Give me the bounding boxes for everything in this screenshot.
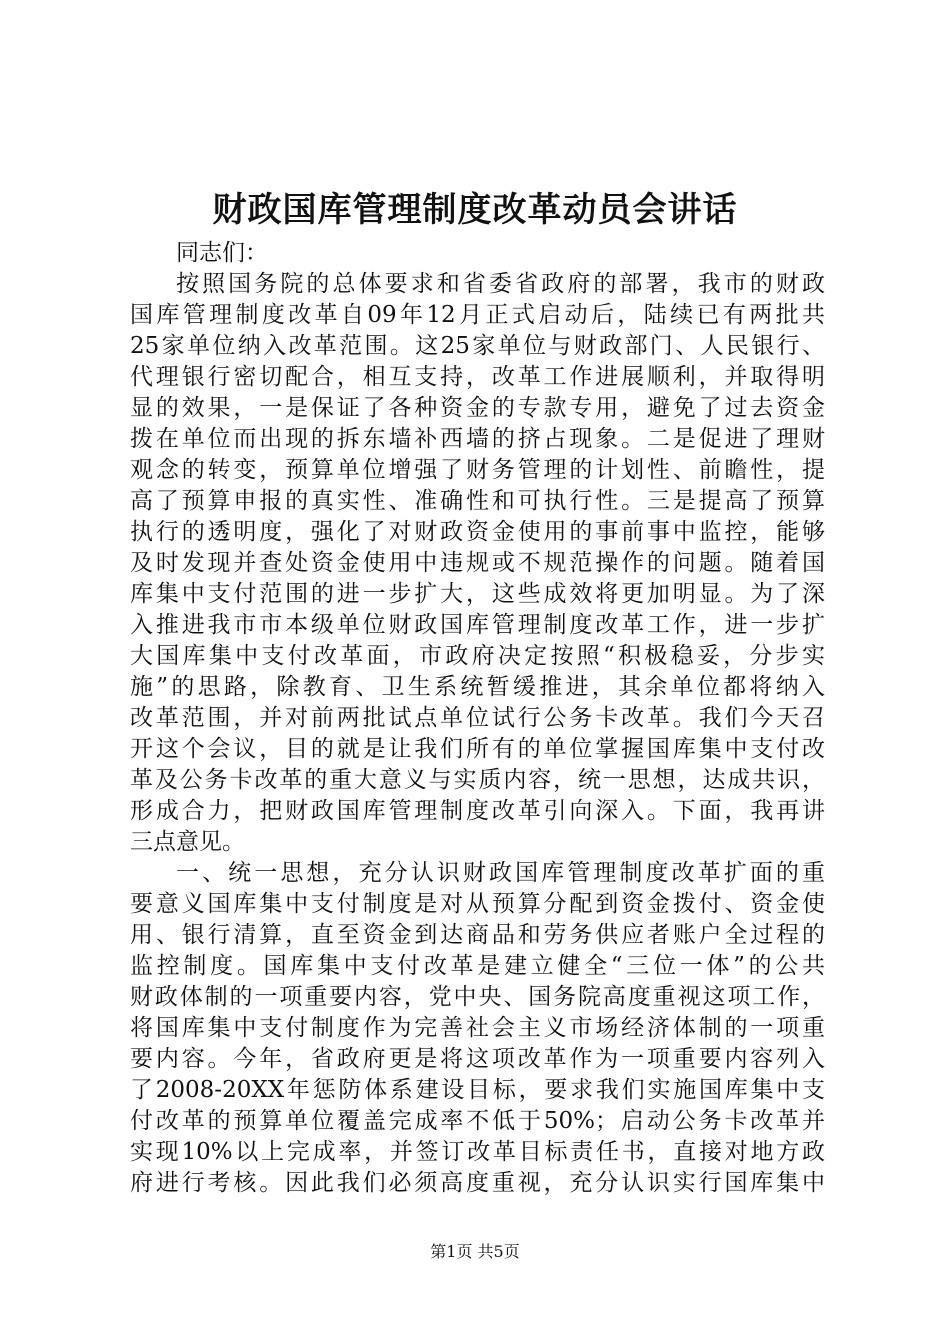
paragraph-line: 要内容。今年，省政府更是将这项改革作为一项重要内容列入	[130, 1046, 825, 1072]
paragraph-line: 革及公务卡改革的重大意义与实质内容，统一思想，达成共识，	[130, 767, 825, 793]
paragraph-line: 国库管理制度改革自09年12月正式启动后，陆续已有两批共	[130, 302, 825, 328]
paragraph-line: 及时发现并查处资金使用中违规或不规范操作的问题。随着国	[130, 550, 825, 576]
paragraph-line: 监控制度。国库集中支付改革是建立健全“三位一体”的公共	[130, 953, 825, 979]
paragraph-line: 按照国务院的总体要求和省委省政府的部署，我市的财政	[176, 271, 825, 297]
paragraph-line: 将国库集中支付制度作为完善社会主义市场经济体制的一项重	[130, 1015, 825, 1041]
paragraph-line: 改革范围，并对前两批试点单位试行公务卡改革。我们今天召	[130, 705, 825, 731]
paragraph-line: 一、统一思想，充分认识财政国库管理制度改革扩面的重	[176, 860, 825, 886]
paragraph-line: 观念的转变，预算单位增强了财务管理的计划性、前瞻性，提	[130, 457, 825, 483]
paragraph-line: 高了预算申报的真实性、准确性和可执行性。三是提高了预算	[130, 488, 825, 514]
paragraph-line: 执行的透明度，强化了对财政资金使用的事前事中监控，能够	[130, 519, 825, 545]
paragraph-line: 入推进我市市本级单位财政国库管理制度改革工作，进一步扩	[130, 612, 825, 638]
paragraph-line: 拨在单位而出现的拆东墙补西墙的挤占现象。二是促进了理财	[130, 426, 825, 452]
paragraph-line: 要意义国库集中支付制度是对从预算分配到资金拨付、资金使	[130, 891, 825, 917]
paragraph-line: 库集中支付范围的进一步扩大，这些成效将更加明显。为了深	[130, 581, 825, 607]
page-number-footer: 第1页 共5页	[430, 1242, 520, 1261]
salutation-line: 同志们：	[176, 240, 268, 266]
paragraph-line: 形成合力，把财政国库管理制度改革引向深入。下面，我再讲	[130, 798, 825, 824]
document-body	[130, 238, 825, 1199]
paragraph-line: 施”的思路，除教育、卫生系统暂缓推进，其余单位都将纳入	[130, 674, 825, 700]
paragraph-line: 付改革的预算单位覆盖完成率不低于50%；启动公务卡改革并	[130, 1108, 825, 1134]
paragraph-line: 代理银行密切配合，相互支持，改革工作进展顺利，并取得明	[130, 364, 825, 390]
paragraph-line: 显的效果，一是保证了各种资金的专款专用，避免了过去资金	[130, 395, 825, 421]
paragraph-line: 了2008-20XX年惩防体系建设目标，要求我们实施国库集中支	[130, 1077, 825, 1103]
paragraph-line: 25家单位纳入改革范围。这25家单位与财政部门、人民银行、	[130, 333, 825, 359]
paragraph-line: 开这个会议，目的就是让我们所有的单位掌握国库集中支付改	[130, 736, 825, 762]
paragraph-line: 用、银行清算，直至资金到达商品和劳务供应者账户全过程的	[130, 922, 825, 948]
page-title: 财政国库管理制度改革动员会讲话	[212, 190, 738, 230]
paragraph-line: 财政体制的一项重要内容，党中央、国务院高度重视这项工作，	[130, 984, 825, 1010]
paragraph-line: 府进行考核。因此我们必须高度重视，充分认识实行国库集中	[130, 1170, 825, 1196]
paragraph-line: 三点意见。	[130, 829, 245, 855]
paragraph-line: 实现10%以上完成率，并签订改革目标责任书，直接对地方政	[130, 1139, 825, 1165]
paragraph-line: 大国库集中支付改革面，市政府决定按照“积极稳妥，分步实	[130, 643, 825, 669]
